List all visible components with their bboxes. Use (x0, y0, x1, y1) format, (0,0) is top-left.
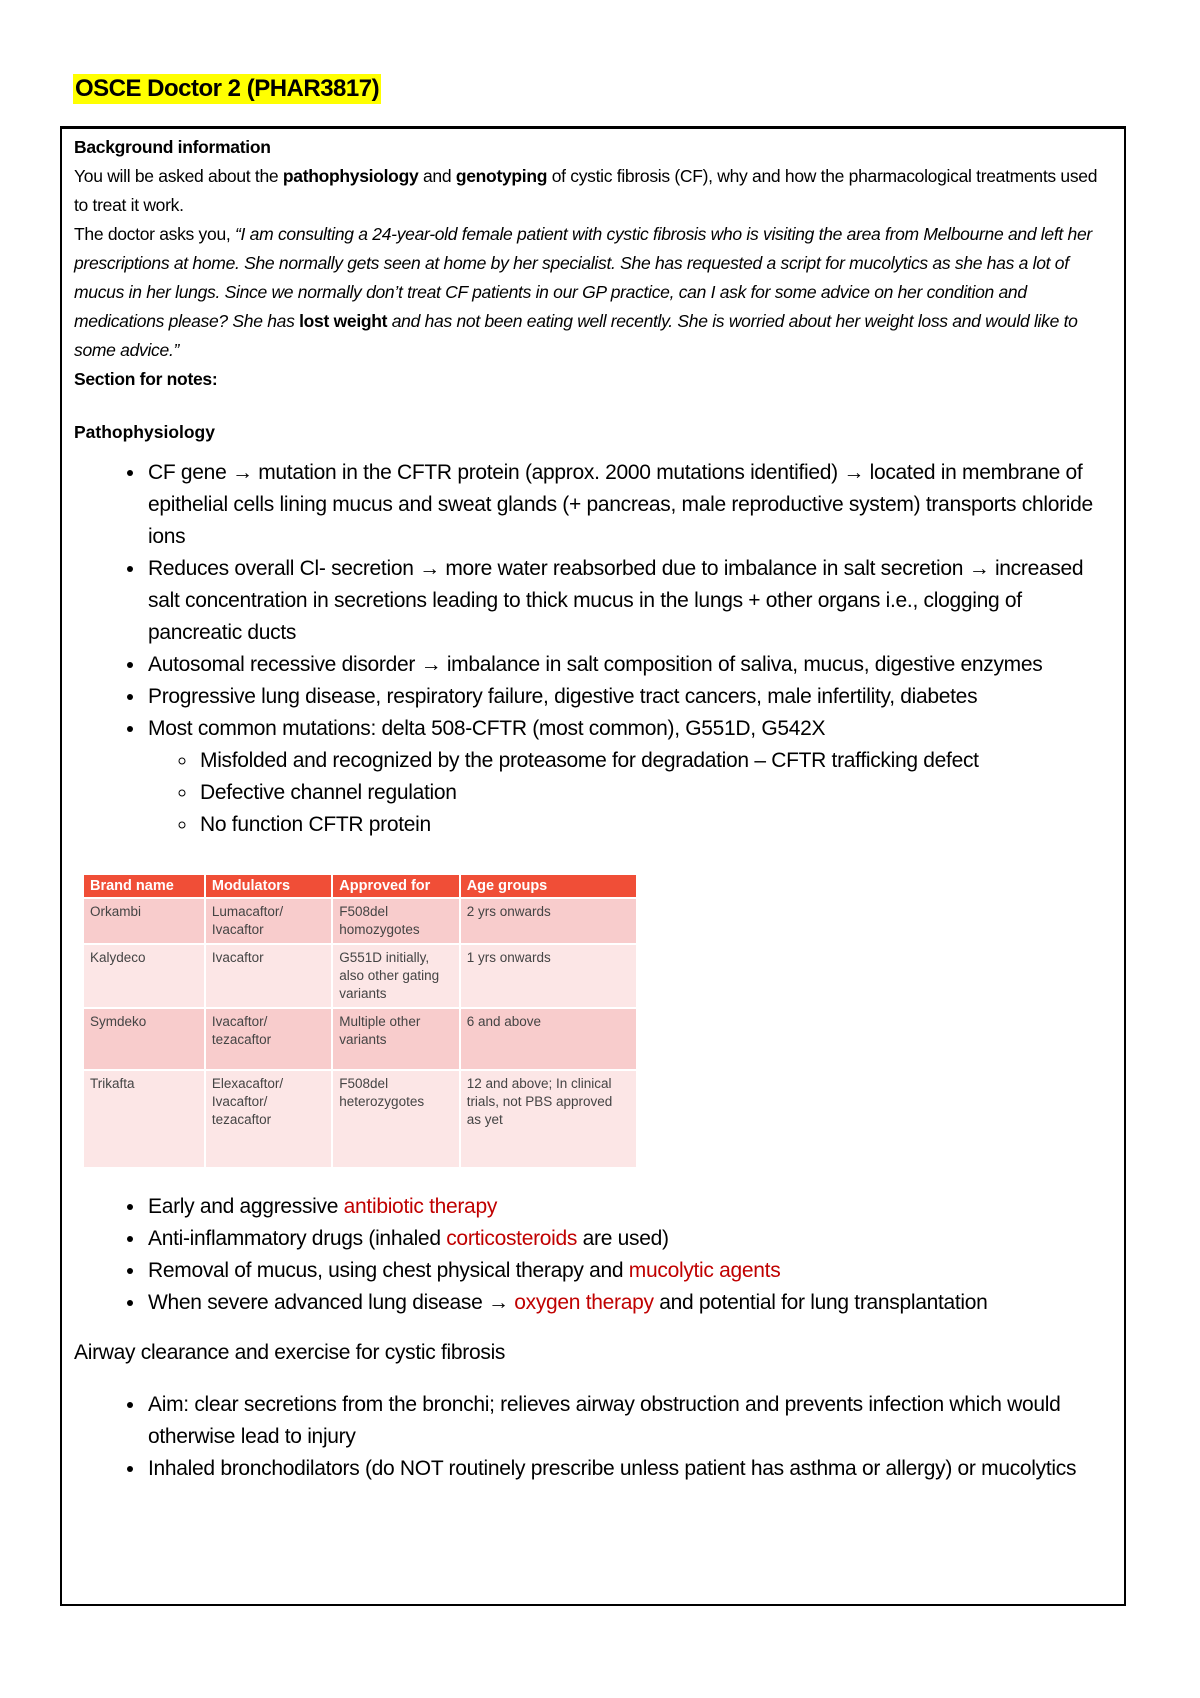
red-text: antibiotic therapy (343, 1195, 498, 1218)
cell: 2 yrs onwards (460, 898, 637, 944)
column-header: Approved for (332, 874, 459, 898)
cell: 6 and above (460, 1008, 637, 1070)
text: and potential for lung transplantation (653, 1291, 988, 1314)
quote-text: and has not been eating well recently. She is worried about her weight loss and would like to some advice.” (74, 311, 1078, 360)
red-text: oxygen therapy (514, 1291, 654, 1314)
cell: Multiple other variants (332, 1008, 459, 1070)
cell: Trikafta (83, 1070, 205, 1168)
list-item: • Reduces overall Cl- secretion → more water reabsorbed due to imbalance in salt secretion → increased salt concentration in secretions leading to thick mucus in the lungs + other organs i.e., clogging of pancreatic ducts (146, 553, 1112, 649)
modulators-table (82, 873, 638, 1169)
column-header: Modulators (205, 874, 332, 898)
airway-heading: Airway clearance and exercise for cystic fibrosis (74, 1341, 506, 1364)
text: are used) (577, 1227, 669, 1250)
cell: Ivacaftor/ tezacaftor (205, 1008, 332, 1070)
text: Removal of mucus, using chest physical therapy and (148, 1259, 629, 1282)
table-row (83, 1070, 637, 1168)
sub-list-item: ◦ No function CFTR protein (198, 809, 1112, 841)
table-header-row (83, 874, 637, 898)
list-item (146, 1287, 1112, 1319)
sub-list (148, 745, 1112, 841)
document-title: OSCE Doctor 2 (PHAR3817) (75, 75, 380, 102)
list-item: • Progressive lung disease, respiratory failure, digestive tract cancers, male infertility, diabetes (146, 681, 1112, 713)
table-row (83, 898, 637, 944)
doctor-quote (74, 220, 1112, 365)
list-item: • CF gene → mutation in the CFTR protein (approx. 2000 mutations identified) → located in membrane of epithelial cells lining mucus and sweat glands (+ pancreas, male reproductive system) transports chloride ions (146, 457, 1112, 553)
cell: Symdeko (83, 1008, 205, 1070)
table-row (83, 1008, 637, 1070)
cell: 1 yrs onwards (460, 944, 637, 1008)
cell: Orkambi (83, 898, 205, 944)
bold-text: pathophysiology (282, 166, 419, 186)
quote-text: “I am consulting a 24-year-old female patient with cystic fibrosis who is visiting the area from Melbourne and left her prescriptions at home. She normally gets seen at home by her specialist. She has requested a script for mucolytics as she has a lot of mucus in her lungs. Since we normally don’t treat CF patients in our GP practice, can I ask for some advice on her condition and medications please? She has (74, 224, 1092, 331)
notes-box (60, 126, 1126, 1606)
bold-text: lost weight (299, 311, 388, 331)
text: You will be asked about the (74, 166, 283, 186)
list-item (146, 1255, 1112, 1287)
background-heading: Background information (74, 137, 271, 157)
pathophysiology-list (74, 457, 1112, 841)
red-text: corticosteroids (446, 1227, 578, 1250)
text: Most common mutations: delta 508-CFTR (most common), G551D, G542X (148, 717, 826, 740)
cell: F508del heterozygotes (332, 1070, 459, 1168)
cell: F508del homozygotes (332, 898, 459, 944)
text: The doctor asks you, (74, 224, 236, 244)
list-item (146, 1223, 1112, 1255)
cell: Lumacaftor/ Ivacaftor (205, 898, 332, 944)
cell: Kalydeco (83, 944, 205, 1008)
text: Early and aggressive (148, 1195, 344, 1218)
red-text: mucolytic agents (628, 1259, 781, 1282)
table-row (83, 944, 637, 1008)
list-item: • Aim: clear secretions from the bronchi; relieves airway obstruction and prevents infection which would otherwise lead to injury (146, 1389, 1112, 1453)
cell: G551D initially, also other gating variants (332, 944, 459, 1008)
cell: Elexacaftor/ Ivacaftor/ tezacaftor (205, 1070, 332, 1168)
sub-list-item: ◦ Defective channel regulation (198, 777, 1112, 809)
sub-list-item: ◦ Misfolded and recognized by the proteasome for degradation – CFTR trafficking defect (198, 745, 1112, 777)
list-item (146, 713, 1112, 841)
notes-heading: Section for notes: (74, 369, 218, 389)
column-header: Brand name (83, 874, 205, 898)
list-item: • Inhaled bronchodilators (do NOT routinely prescribe unless patient has asthma or allergy) or mucolytics (146, 1453, 1112, 1485)
list-item: • Autosomal recessive disorder → imbalance in salt composition of saliva, mucus, digestive enzymes (146, 649, 1112, 681)
pathophysiology-heading: Pathophysiology (74, 422, 215, 442)
airway-list (74, 1389, 1112, 1485)
list-item (146, 1191, 1112, 1223)
cell: Ivacaftor (205, 944, 332, 1008)
text: and (418, 166, 456, 186)
background-paragraph (74, 162, 1112, 220)
therapy-list (74, 1191, 1112, 1319)
bold-text: genotyping (455, 166, 548, 186)
column-header: Age groups (460, 874, 637, 898)
text: When severe advanced lung disease → (148, 1291, 515, 1314)
text: Anti-inflammatory drugs (inhaled (148, 1227, 447, 1250)
cell: 12 and above; In clinical trials, not PBS approved as yet (460, 1070, 637, 1168)
background-section (74, 133, 1112, 394)
text: of cystic fibrosis (CF), why and how the pharmacological treatments used to treat it work. (74, 166, 1098, 215)
